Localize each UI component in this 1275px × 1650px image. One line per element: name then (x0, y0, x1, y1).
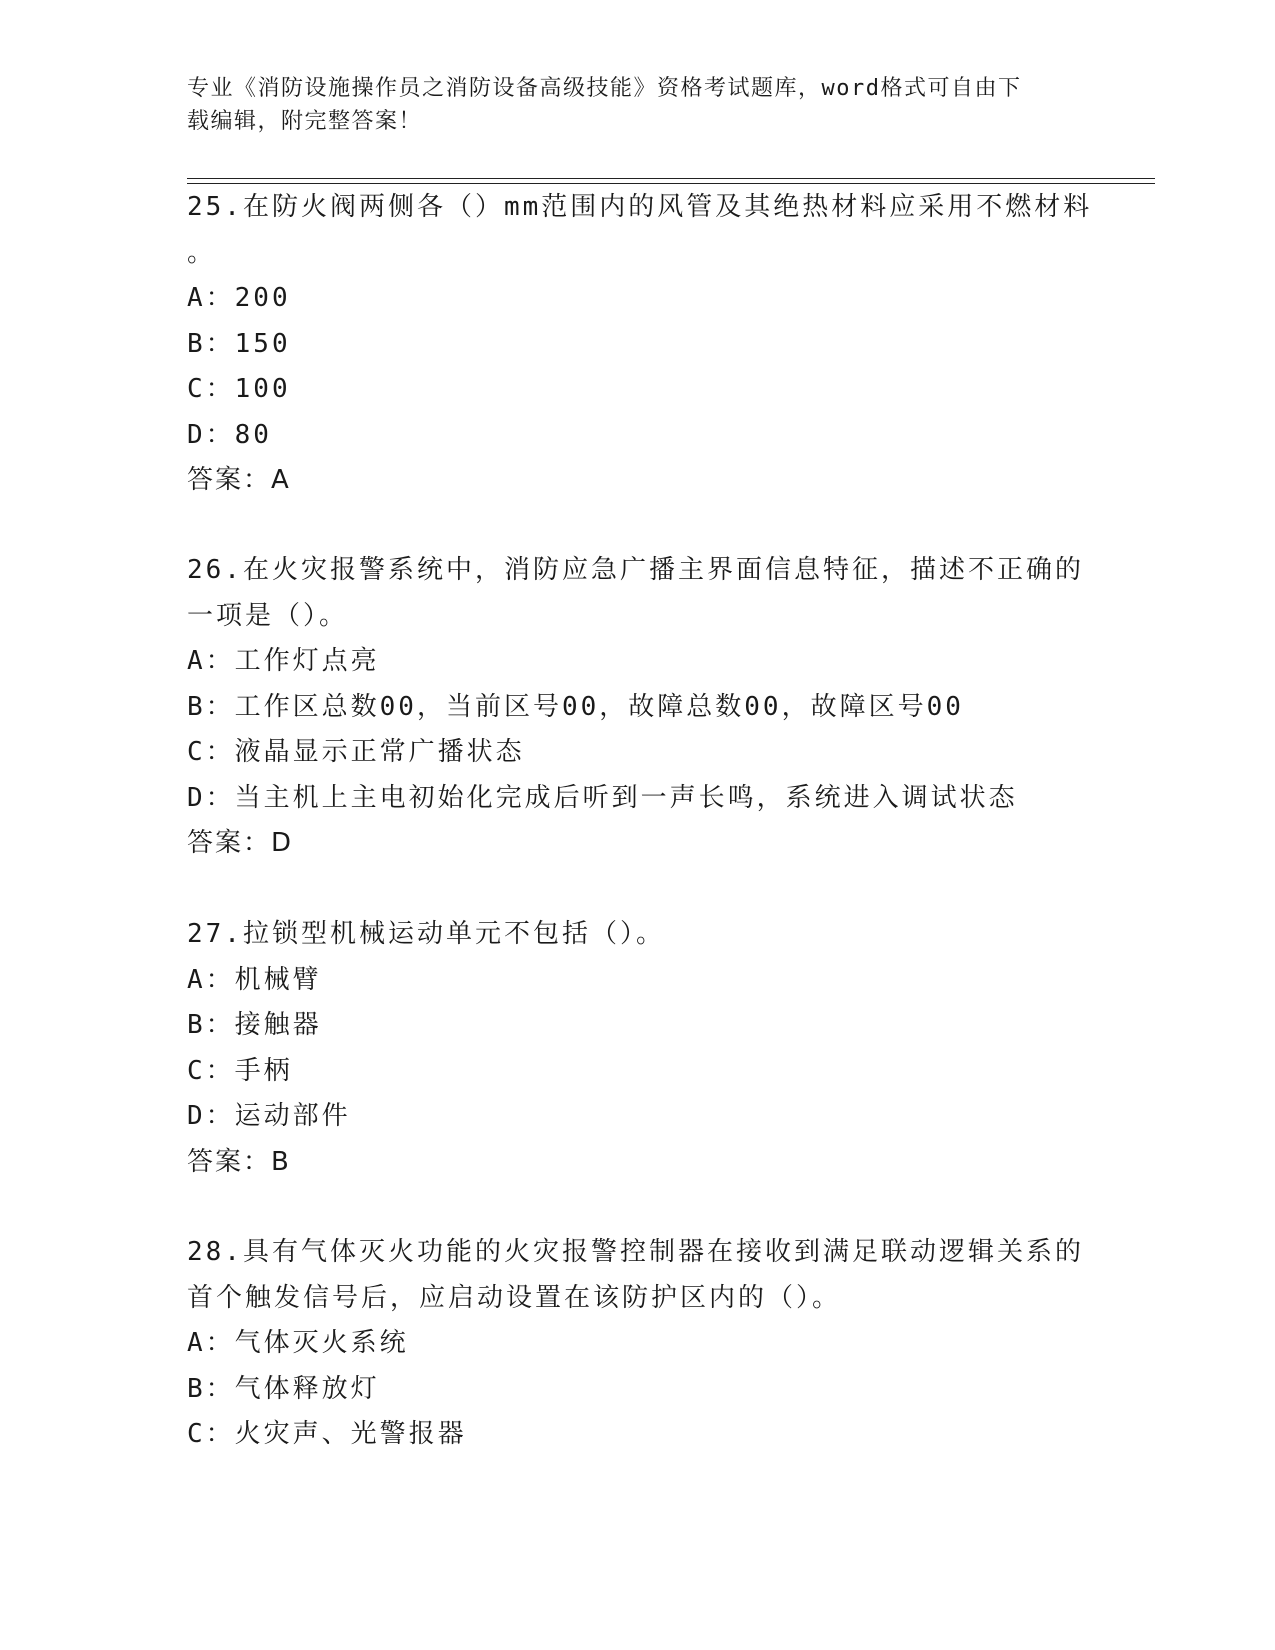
option-c: C：手柄 (187, 1055, 293, 1086)
header-divider-top (187, 178, 1155, 179)
option-d: D：运动部件 (187, 1101, 351, 1131)
question-26 (187, 548, 1087, 867)
answer: 答案：D (187, 828, 294, 858)
header-divider-bottom (187, 183, 1155, 184)
option-b: B：接触器 (187, 1010, 322, 1040)
option-b: B：150 (187, 328, 291, 359)
option-b: B：气体释放灯 (187, 1373, 380, 1404)
question-stem: 25.在防火阀两侧各（）mm范围内的风管及其绝热材料应采用不燃材料 (187, 192, 1093, 222)
question-stem-continued: 首个触发信号后，应启动设置在该防护区内的（）。 (187, 1282, 842, 1313)
option-a: A：工作灯点亮 (187, 646, 380, 676)
question-28 (187, 1230, 1087, 1458)
option-b: B：工作区总数00，当前区号00，故障总数00，故障区号00 (187, 691, 964, 722)
question-stem-continued: 。 (187, 237, 217, 268)
option-c: C：100 (187, 374, 291, 404)
option-a: A：气体灭火系统 (187, 1328, 409, 1358)
answer: 答案：B (187, 1146, 291, 1177)
question-27 (187, 912, 1087, 1185)
option-a: A：机械臂 (187, 964, 322, 995)
option-a: A：200 (187, 283, 291, 313)
document-header (187, 72, 1067, 138)
question-stem-continued: 一项是（）。 (187, 600, 349, 631)
option-c: C：液晶显示正常广播状态 (187, 737, 525, 767)
option-c: C：火灾声、光警报器 (187, 1419, 467, 1449)
question-stem: 28.具有气体灭火功能的火灾报警控制器在接收到满足联动逻辑关系的 (187, 1237, 1084, 1267)
question-stem: 26.在火灾报警系统中，消防应急广播主界面信息特征，描述不正确的 (187, 555, 1084, 585)
answer: 答案：A (187, 465, 291, 495)
option-d: D：当主机上主电初始化完成后听到一声长鸣，系统进入调试状态 (187, 782, 1018, 813)
header-line-1: 专业《消防设施操作员之消防设备高级技能》资格考试题库，word格式可自由下 (187, 76, 1022, 101)
question-25 (187, 185, 1093, 504)
header-line-2: 载编辑，附完整答案！ (187, 109, 423, 134)
question-stem: 27.拉锁型机械运动单元不包括（）。 (187, 919, 665, 949)
option-d: D：80 (187, 419, 272, 450)
